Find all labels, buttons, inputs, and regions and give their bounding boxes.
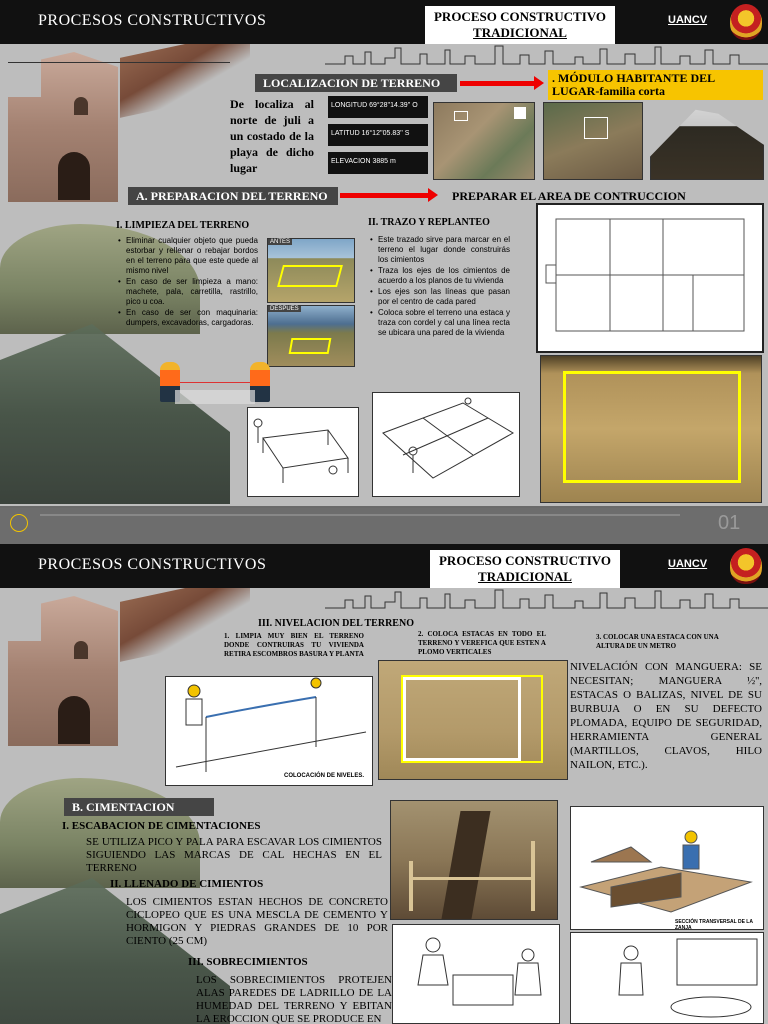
modulo-line2: LUGAR-familia corta <box>552 84 665 98</box>
mix-drawing <box>570 932 764 1024</box>
sobre-text: LOS SOBRECIMIENTOS PROTEJEN ALAS PAREDES DE LADRILLO DE LA HUMEDAD DEL TERRENO Y EBITAN LA EROCCION QUE SE PRODUCE EN <box>196 974 392 1024</box>
llenado-text: LOS CIMIENTOS ESTAN HECHOS DE CONCRETO CICLOPEO QUE ES UNA MESCLA DE CEMENTO Y HORMIGON Y PIEDRAS GRANDES DE 10 POR CIENTO (25 CM) <box>126 896 388 947</box>
list-item: • Este trazado sirve para marcar en el terreno el lugar donde construirás los cimientos <box>370 235 510 265</box>
trazo-list <box>370 235 510 339</box>
longitude-box: LONGITUD 69°28''14.39'' O <box>328 96 428 118</box>
header-subtitle-line2: TRADICIONAL <box>478 569 572 584</box>
university-logo <box>730 548 762 584</box>
church-image <box>8 52 118 202</box>
aerial-site-image <box>543 102 643 180</box>
header-subtitle-line1: PROCESO CONSTRUCTIVO <box>433 9 606 24</box>
modulo-box <box>548 70 763 100</box>
escabacion-title: I. ESCABACION DE CIMENTACIONES <box>62 820 261 832</box>
trench-photo <box>390 800 558 920</box>
header-subtitle-line1: PROCESO CONSTRUCTIVO <box>438 553 611 568</box>
sheet-number: 01 <box>718 512 741 534</box>
list-item: • Eliminar cualquier objeto que pueda estorbar y rellenar o rebajar bordos en el terreno para que este quede al mismo nivel <box>118 236 258 276</box>
university-logo <box>730 4 762 40</box>
elevation-box: ELEVACION 3885 m <box>328 152 428 174</box>
modulo-line1: . MÓDULO HABITANTE DEL <box>552 71 716 85</box>
step1-text: 1. LIMPIA MUY BIEN EL TERRENO DONDE CONTRUIRAS TU VIVIENDA RETIRA ESCOMBROS BASURA Y PLANTA <box>224 632 364 658</box>
poster-panel-2 <box>0 544 768 1024</box>
header-underline <box>8 62 230 63</box>
nivelacion-text: NIVELACIÓN CON MANGUERA: SE NECESITAN; MANGUERA ½'', ESTACAS O BALIZAS, NIVEL DE SU BURBUJA O EN SU DEFECTO PLOMADA, EQUIPO DE SEGURIDAD, HERRAMIENTA GENERAL (MARTILLOS, CLAVOS, HILO NAILON, ETC.). <box>570 661 762 771</box>
list-item: • En caso de ser con maquinaria: dumpers, excavadoras, cargadoras. <box>118 308 258 328</box>
list-item: • Los ejes son las líneas que pasan por el centro de cada pared <box>370 287 510 307</box>
after-photo <box>267 305 355 367</box>
header-bar <box>0 0 768 44</box>
header-subtitle-line2: TRADICIONAL <box>473 25 567 40</box>
mountain-image <box>0 324 230 504</box>
localizacion-label: LOCALIZACION DE TERRENO <box>255 74 457 92</box>
trazo-title: II. TRAZO Y REPLANTEO <box>368 217 490 228</box>
trench-section-drawing <box>570 806 764 930</box>
stakes-diagram-image <box>247 407 359 497</box>
workers-illustration <box>155 360 280 410</box>
nivelacion-title: III. NIVELACION DEL TERRENO <box>258 618 414 629</box>
latitude-box: LATITUD 16°12''05.83'' S <box>328 124 428 146</box>
red-arrow-icon <box>460 81 536 86</box>
header-subtitle-box <box>425 6 615 44</box>
panel-gap <box>0 508 768 544</box>
red-arrow-icon <box>340 193 430 198</box>
limpieza-list <box>118 236 258 329</box>
before-caption: ANTES <box>270 239 291 245</box>
satellite-map-image <box>433 102 535 180</box>
university-label: UANCV <box>668 558 708 570</box>
header-title: PROCESOS CONSTRUCTIVOS <box>38 12 267 29</box>
list-item: • En caso de ser limpieza a mano: machete, pala, carretilla, rastrillo, pico u coa. <box>118 277 258 307</box>
seccion-caption: SECCIÓN TRANSVERSAL DE LA ZANJA <box>675 919 753 931</box>
location-description: De localiza al norte de juli a un costado de la playa de dicho lugar <box>230 97 314 175</box>
string-layout-drawing <box>372 392 520 497</box>
skyline-line <box>325 44 768 66</box>
header-title: PROCESOS CONSTRUCTIVOS <box>38 556 267 573</box>
site-outline-photo <box>540 355 762 503</box>
leveling-hose-drawing <box>165 676 373 786</box>
stakes-photo <box>378 660 568 780</box>
before-photo <box>267 238 355 303</box>
colocacion-caption: COLOCACIÓN DE NIVELES. <box>284 773 365 779</box>
list-item: • Coloca sobre el terreno una estaca y traza con cordel y cal una línea recta se ubicara una pared de la vivienda <box>370 308 510 338</box>
church-image <box>8 596 118 746</box>
header-bar <box>0 544 768 588</box>
floor-plan-image <box>536 203 764 353</box>
university-label: UANCV <box>668 14 708 26</box>
preparacion-label: A. PREPARACION DEL TERRENO <box>128 187 338 205</box>
cimentacion-label: B. CIMENTACION <box>64 798 214 816</box>
limpieza-title: I. LIMPIEZA DEL TERRENO <box>116 220 250 231</box>
skyline-line <box>325 588 768 610</box>
sobre-title: III. SOBRECIMIENTOS <box>188 956 308 968</box>
filling-drawing <box>392 924 560 1024</box>
step3-text: 3. COLOCAR UNA ESTACA CON UNA ALTURA DE UN METRO <box>596 633 719 650</box>
list-item: • Traza los ejes de los cimientos de acuerdo a los planos de tu vivienda <box>370 266 510 286</box>
after-caption: DESPUES <box>270 306 299 312</box>
mountain-landscape-image <box>650 102 764 180</box>
step2-text: 2. COLOCA ESTACAS EN TODO EL TERRENO Y VEREFICA QUE ESTEN A PLOMO VERTICALES <box>418 630 546 656</box>
llenado-title: II. LLENADO DE CIMIENTOS <box>110 878 264 890</box>
poster-panel-1 <box>0 0 768 508</box>
escabacion-text: SE UTILIZA PICO Y PALA PARA ESCAVAR LOS CIMIENTOS SIGUIENDO LAS MARCAS DE CAL HECHAS EN EL TERRENO <box>86 836 382 874</box>
preparar-area-label: PREPARAR EL AREA DE CONTRUCCION <box>452 189 686 203</box>
header-subtitle-box <box>430 550 620 588</box>
